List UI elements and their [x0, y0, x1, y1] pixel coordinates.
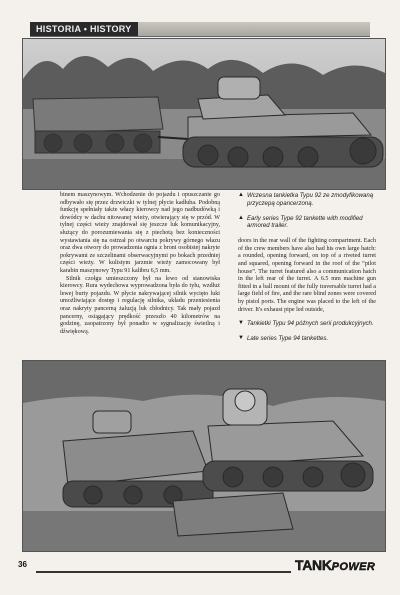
caption-text: Early series Type 92 tankette with modified armored trailer.: [246, 214, 363, 230]
caption-polish-2: [238, 320, 376, 328]
section-header-band: [30, 22, 370, 37]
magazine-logo: [295, 557, 375, 573]
article-text-polish: [60, 192, 220, 336]
triangle-up-icon: ▲: [238, 214, 244, 221]
triangle-down-icon: ▼: [238, 320, 244, 327]
page-number: 36: [18, 560, 27, 569]
caption-polish-1: [238, 192, 376, 208]
caption-english-1: [238, 215, 376, 231]
caption-english-2: [238, 335, 376, 343]
caption-text: Tankietki Typu 94 późnych serii produkcyjnych.: [246, 320, 374, 328]
triangle-down-icon: ▼: [238, 334, 244, 341]
logo-text-power: POWER: [331, 561, 376, 573]
triangle-up-icon: ▲: [238, 192, 244, 198]
photo-type92-tankette-with-trailer: [22, 38, 386, 190]
article-text-english: doors in the rear wall of the fighting compartment. Each of the crew members have also had his own large hatch: a rounded, opening forward, on top of a riveted turret and squared, opening forward in the roof of the “pilot house”. The turret featured also a communication hatch in the left rear of the turret. A 6.5 mm machine gun fitted in a ball mount of the fully traversable turret had a large field of fire, and the rare blind zones were covered by pistol ports. The engine was placed to the left of the driver. It's exhaust pipe led outside,: [238, 238, 376, 313]
paragraph: Silnik czołgu umieszczony był na lewo od stanowiska kierowcy. Rura wydechowa wyprowadzona była do tyłu, wzdłuż lewej burty pojazdu. W płycie nakrywającej silnik wycięto luki umożliwiające dostęp i regulację silnika, układu przeniesienia oraz nakryty pancerną żaluzją luk chłodnicy. Tak mały pojazd pancerny, osiągający prędkość przeszło 40 kilometrów na godzinę, zaopatrzony był ponadto w sygnalizację świetlną i dźwiękową.: [60, 275, 220, 335]
caption-text: Late series Type 94 tankettes.: [246, 334, 329, 342]
section-header-label: HISTORIA • HISTORY: [30, 22, 138, 36]
right-column: [238, 192, 376, 343]
paragraph: binem maszynowym. Wchodzenie do pojazdu i opuszczanie go odbywało się przez drzwiczki w tylnej płycie kadłuba. Podobną funkcję spełniały także włazy kierowcy nad jego nadbudówką i dowódcy w dachu nitowanej wieży, otwierający się w przód. W tylnej części wieży znajdował się jeszcze luk komunikacyjny, służący do porozumiewania się z piechotą bez konieczności wystawiania się na ostrzał po otwarciu pokrywy górnego włazu oraz dwa otwory do prowadzenia ognia z broni osobistej nakryte pokrywami ze szczelinami obserwacyjnymi po bokach przedniej części wieży. W kulistym jarzmie wieży zamocowany był karabin maszynowy Typu 91 kalibru 6,5 mm.: [60, 192, 220, 274]
photo-type94-tankettes: [22, 360, 386, 552]
footer-rule: [36, 571, 291, 573]
caption-text: Wczesna tankietka Typu 92 ze zmodyfikowaną przyczepą opancerzoną.: [246, 192, 374, 207]
logo-text-tank: TANK: [295, 557, 332, 573]
